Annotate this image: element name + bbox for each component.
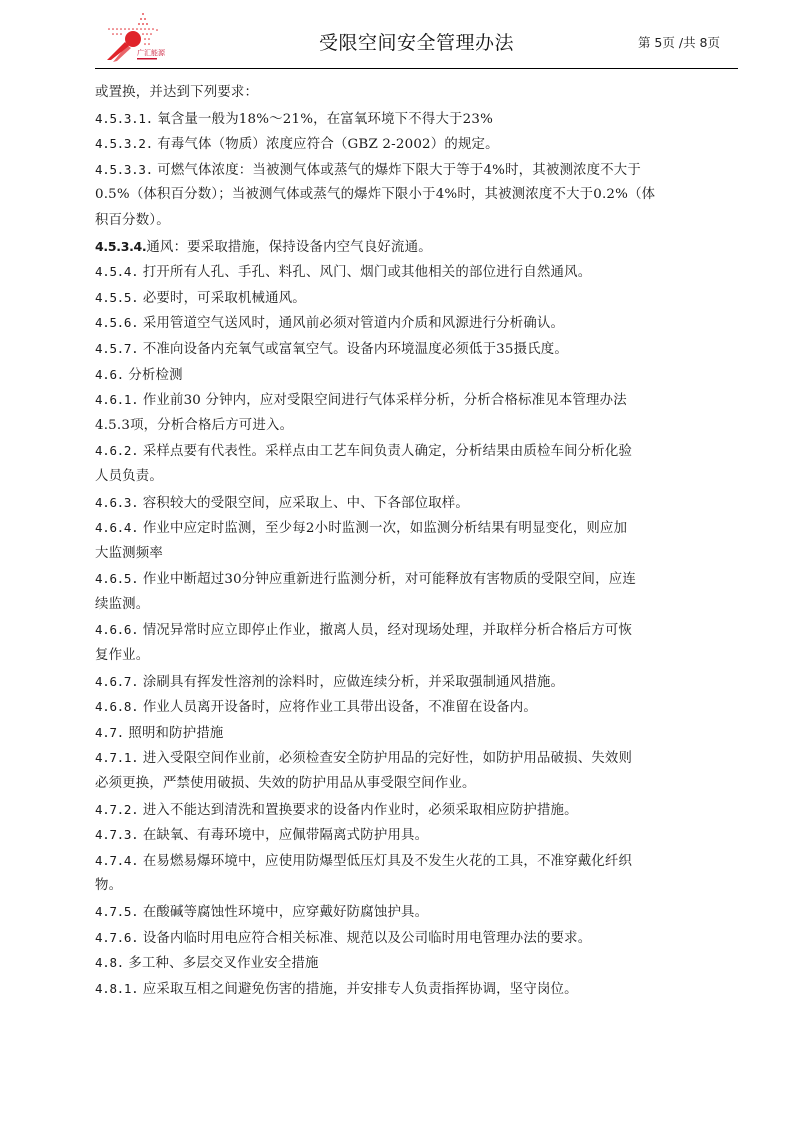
clause-line — [95, 234, 740, 260]
clause-text: 采样点要有代表性。采样点由工艺车间负责人确定，分析结果由质检车间分析化验 — [138, 444, 633, 460]
clause-line — [95, 362, 740, 388]
clause-text: 复作业。 — [95, 648, 150, 664]
continuation-line — [95, 464, 740, 490]
clause-number: 4.6. — [95, 366, 124, 382]
continuation-line — [95, 413, 740, 439]
clause-text: 多工种、多层交叉作业安全措施 — [123, 956, 319, 972]
clause-line — [95, 106, 740, 132]
clause-text: 或置换，并达到下列要求： — [95, 85, 259, 100]
clause-number: 4.6.4. — [95, 520, 139, 536]
clause-line — [95, 515, 740, 541]
clause-text: 作业中应定时监测，至少每2小时监测一次，如监测分析结果有明显变化，则应加 — [138, 521, 628, 537]
clause-line — [95, 259, 740, 285]
clause-number: 4.7.6. — [95, 929, 139, 945]
clause-text: 氧含量一般为18%～21%，在富氧环境下不得大于23% — [152, 111, 493, 127]
clause-number: 4.6.6. — [95, 622, 139, 638]
clause-text: 容积较大的受限空间，应采取上、中、下各部位取样。 — [138, 495, 469, 511]
clause-line — [95, 694, 740, 720]
clause-number: 4.5.3.2. — [95, 136, 153, 152]
clause-line — [95, 336, 740, 362]
clause-line — [95, 797, 740, 823]
clause-text: 照明和防护措施 — [123, 725, 224, 741]
clause-line — [95, 925, 740, 951]
clause-number: 4.5.3.4. — [95, 238, 147, 254]
clause-text: 积百分数）。 — [95, 212, 170, 228]
clause-line — [95, 822, 740, 848]
clause-text: 人员负责。 — [95, 468, 163, 484]
clause-text: 必要时，可采取机械通风。 — [138, 290, 306, 306]
clause-line — [95, 976, 740, 1002]
clause-line — [95, 157, 740, 183]
clause-line — [95, 950, 740, 976]
clause-text: 情况异常时应立即停止作业，撤离人员，经对现场处理，并取样分析合格后方可恢 — [138, 623, 633, 639]
clause-number: 4.5.7. — [95, 340, 139, 356]
clause-text: 进入受限空间作业前，必须检查安全防护用品的完好性，如防护用品破损、失效则 — [138, 751, 633, 767]
continuation-line — [95, 541, 740, 567]
clause-text: 作业前30 分钟内，应对受限空间进行气体采样分析，分析合格标准见本管理办法 — [138, 393, 627, 409]
clause-number: 4.7.4. — [95, 852, 139, 868]
page-header — [95, 0, 738, 69]
continuation-line — [95, 592, 740, 618]
document-title: 受限空间安全管理办法 — [318, 32, 514, 54]
clause-line — [95, 131, 740, 157]
clause-number: 4.6.1. — [95, 392, 139, 408]
clause-text: 在缺氧、有毒环境中，应佩带隔离式防护用具。 — [138, 828, 429, 844]
clause-number: 4.7. — [95, 724, 124, 740]
clause-text: 作业人员离开设备时，应将作业工具带出设备，不准留在设备内。 — [138, 700, 537, 716]
clause-line — [95, 387, 740, 413]
clause-line — [95, 899, 740, 925]
clause-text: 打开所有人孔、手孔、料孔、风门、烟门或其他相关的部位进行自然通风。 — [138, 265, 592, 281]
clause-text: 物。 — [95, 878, 123, 894]
clause-text: 通风：要采取措施，保持设备内空气良好流通。 — [146, 239, 432, 255]
clause-line — [95, 720, 740, 746]
clause-number: 4.6.8. — [95, 699, 139, 715]
clause-text: 在酸碱等腐蚀性环境中，应穿戴好防腐蚀护具。 — [138, 905, 429, 920]
clause-number: 4.6.3. — [95, 494, 139, 510]
clause-number: 4.6.5. — [95, 571, 139, 587]
clause-text: 采用管道空气送风时，通风前必须对管道内介质和风源进行分析确认。 — [138, 316, 565, 332]
clause-number: 4.6.7. — [95, 673, 139, 689]
clause-number: 4.7.2. — [95, 801, 139, 817]
clause-text: 分析检测 — [123, 367, 183, 383]
clause-text: 涂刷具有挥发性溶剂的涂料时，应做连续分析，并采取强制通风措施。 — [138, 674, 565, 690]
clause-text: 有毒气体（物质）浓度应符合（GBZ 2-2002）的规定。 — [152, 137, 499, 153]
clause-number: 4.6.2. — [95, 443, 139, 459]
clause-number: 4.7.3. — [95, 827, 139, 843]
clause-text: 在易燃易爆环境中，应使用防爆型低压灯具及不发生火花的工具，不准穿戴化纤织 — [138, 853, 633, 869]
clause-text: 进入不能达到清洗和置换要求的设备内作业时，必须采取相应防护措施。 — [138, 802, 578, 818]
clause-text: 作业中断超过30分钟应重新进行监测分析，对可能释放有害物质的受限空间，应连 — [138, 572, 636, 588]
clause-number: 4.5.4. — [95, 264, 139, 280]
continuation-line — [95, 771, 740, 797]
clause-text: 必须更换，严禁使用破损、失效的防护用品从事受限空间作业。 — [95, 776, 476, 792]
clause-number: 4.7.5. — [95, 904, 139, 919]
continuation-line — [95, 873, 740, 899]
clause-line — [95, 310, 740, 336]
clause-line — [95, 669, 740, 695]
document-body — [95, 80, 740, 1001]
clause-line — [95, 848, 740, 874]
continuation-line — [95, 182, 740, 208]
clause-number: 4.8.1. — [95, 980, 139, 996]
clause-line — [95, 490, 740, 516]
page-indicator: 第 5页 /共 8页 — [637, 35, 720, 50]
clause-number: 4.5.5. — [95, 289, 139, 305]
clause-line — [95, 745, 740, 771]
clause-text: 可燃气体浓度：当被测气体或蒸气的爆炸下限大于等于4%时，其被测浓度不大于 — [152, 162, 641, 178]
clause-number: 4.5.6. — [95, 315, 139, 331]
clause-line — [95, 438, 740, 464]
clause-number: 4.7.1. — [95, 750, 139, 766]
continuation-line — [95, 208, 740, 234]
clause-number: 4.5.3.3. — [95, 161, 153, 177]
clause-text: 0.5%（体积百分数）；当被测气体或蒸气的爆炸下限小于4%时，其被测浓度不大于0.2%（体 — [95, 187, 656, 203]
clause-line — [95, 285, 740, 311]
clause-text: 4.5.3项，分析合格后方可进入。 — [95, 417, 294, 433]
clause-text: 大监测频率 — [95, 545, 163, 561]
clause-text: 不准向设备内充氧气或富氧空气。设备内环境温度必须低于35摄氏度。 — [138, 341, 568, 357]
continuation-line — [95, 643, 740, 669]
header-divider — [95, 68, 738, 69]
clause-number: 4.8. — [95, 955, 124, 971]
clause-number: 4.5.3.1. — [95, 110, 153, 126]
clause-text: 续监测。 — [95, 596, 150, 612]
clause-line — [95, 566, 740, 592]
continuation-line — [95, 80, 740, 106]
clause-line — [95, 617, 740, 643]
logo-text: 广汇能源 — [137, 49, 165, 57]
clause-text: 设备内临时用电应符合相关标准、规范以及公司临时用电管理办法的要求。 — [138, 930, 592, 946]
clause-text: 应采取互相之间避免伤害的措施，并安排专人负责指挥协调，坚守岗位。 — [138, 981, 578, 997]
